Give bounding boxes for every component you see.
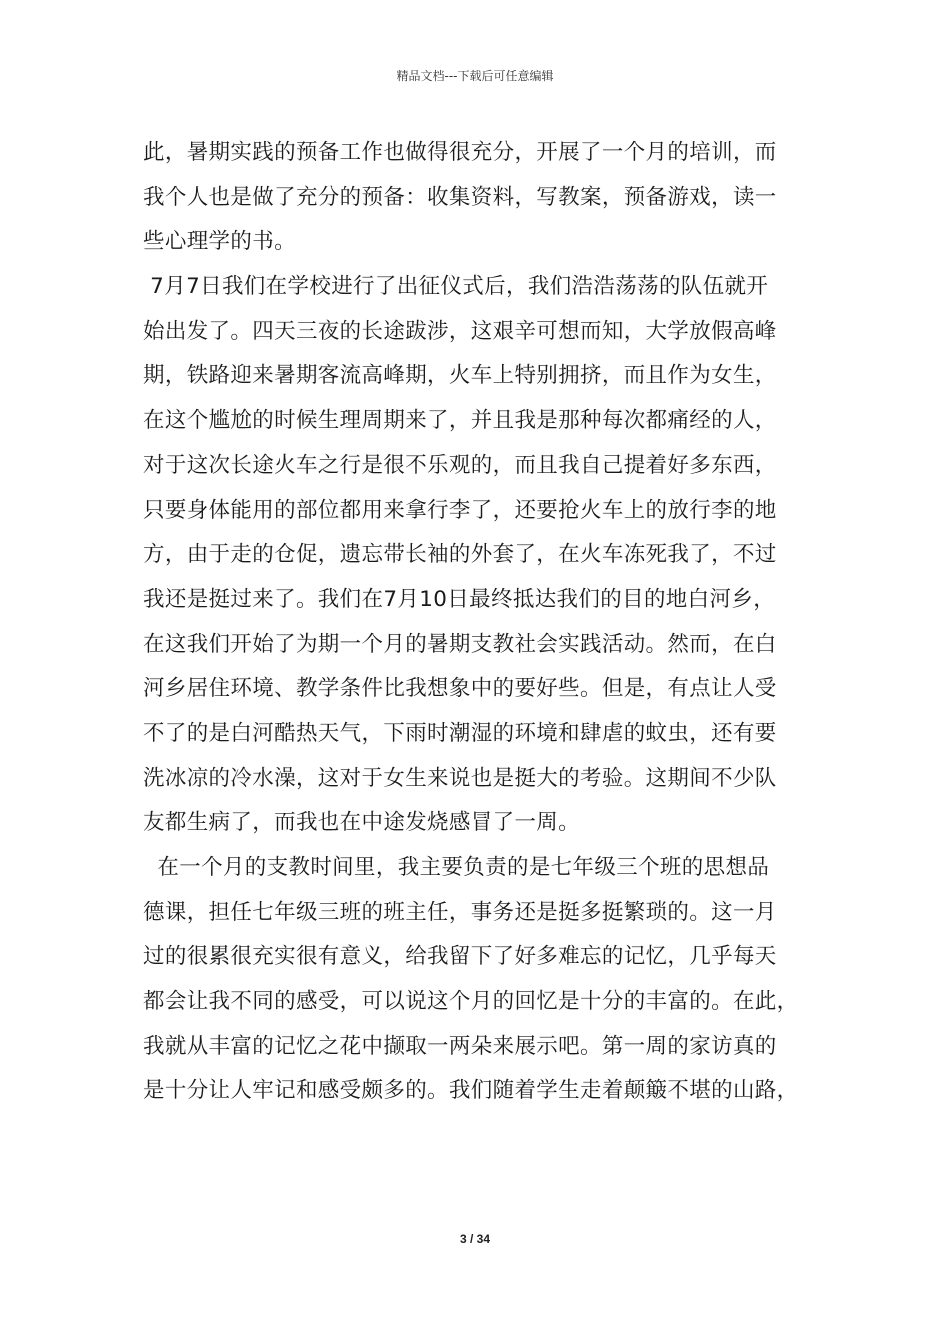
text-line: 7月7日我们在学校进行了出征仪式后，我们浩浩荡荡的队伍就开 (143, 274, 769, 300)
text-line: 友都生病了，而我也在中途发烧感冒了一周。 (143, 810, 581, 836)
text-line: 河乡居住环境、教学条件比我想象中的要好些。但是，有点让人受 (143, 676, 777, 702)
text-line: 我还是挺过来了。我们在7月10日最终抵达我们的目的地白河乡， (143, 586, 776, 612)
text-line: 此，暑期实践的预备工作也做得很充分，开展了一个月的培训，而 (143, 140, 777, 165)
text-line: 是十分让人牢记和感受颇多的。我们随着学生走着颠簸不堪的山路， (143, 1078, 799, 1104)
text-line: 在这我们开始了为期一个月的暑期支教社会实践活动。然而，在白 (143, 631, 777, 657)
page-header: 精品文档---下载后可任意编辑 (396, 69, 554, 83)
text-line: 些心理学的书。 (143, 229, 296, 255)
text-line: 只要身体能用的部位都用来拿行李了，还要抢火车上的放行李的地 (143, 497, 777, 523)
page-number: 3 / 34 (459, 1232, 491, 1246)
document-body (143, 131, 823, 1114)
text-line: 在一个月的支教时间里，我主要负责的是七年级三个班的思想品 (143, 855, 770, 880)
text-line: 我个人也是做了充分的预备：收集资料，写教案，预备游戏，读一 (143, 184, 777, 210)
text-line: 德课，担任七年级三班的班主任，事务还是挺多挺繁琐的。这一月 (143, 899, 777, 925)
text-line: 始出发了。四天三夜的长途跋涉，这艰辛可想而知，大学放假高峰 (143, 318, 777, 344)
text-line: 期，铁路迎来暑期客流高峰期，火车上特别拥挤，而且作为女生， (143, 363, 777, 389)
text-line: 在这个尴尬的时候生理周期来了，并且我是那种每次都痛经的人， (143, 408, 777, 434)
text-line: 我就从丰富的记忆之花中撷取一两朵来展示吧。第一周的家访真的 (143, 1033, 777, 1059)
text-line: 过的很累很充实很有意义，给我留下了好多难忘的记忆，几乎每天 (143, 944, 777, 970)
text-line: 不了的是白河酷热天气，下雨时潮湿的环境和肆虐的蚊虫，还有要 (143, 720, 777, 746)
text-line: 都会让我不同的感受，可以说这个月的回忆是十分的丰富的。在此， (143, 989, 799, 1015)
text-line: 对于这次长途火车之行是很不乐观的，而且我自己提着好多东西， (143, 452, 777, 478)
text-line: 洗冰凉的冷水澡，这对于女生来说也是挺大的考验。这期间不少队 (143, 765, 777, 791)
text-line: 方，由于走的仓促，遗忘带长袖的外套了，在火车冻死我了，不过 (143, 542, 777, 568)
